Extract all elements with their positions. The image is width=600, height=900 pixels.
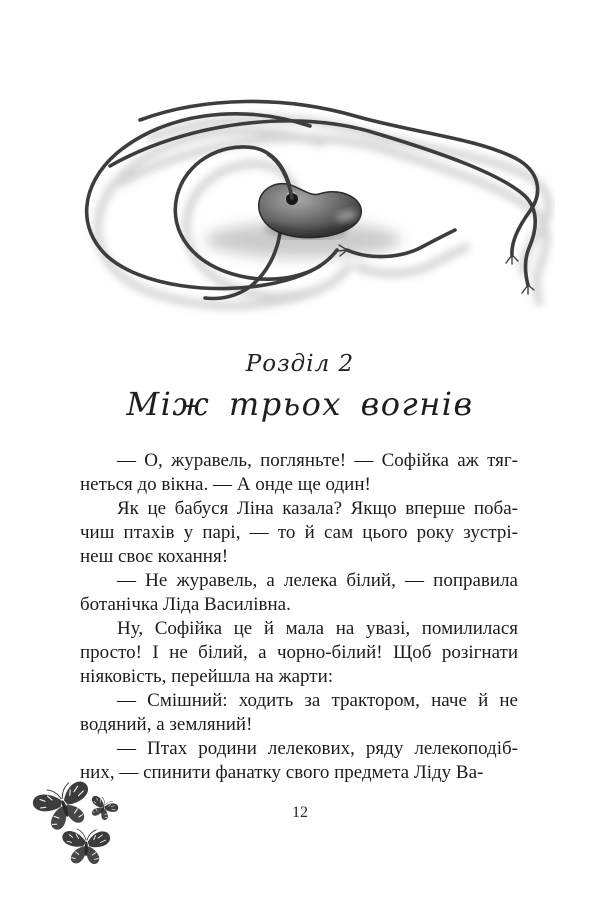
chapter-title: Між трьох вогнів <box>126 385 474 423</box>
text-line: — О, журавель, погляньте! — Софійка аж тяг- <box>117 450 518 471</box>
butterflies-icon <box>26 773 134 881</box>
text-line: них, — спинити фанатку свого предмета Ліду Ва- <box>80 762 484 783</box>
text-line: ботанічка Ліда Василівна. <box>80 594 291 615</box>
pendant-illustration <box>55 78 555 328</box>
text-line: ніяковість, перейшла на жарти: <box>80 666 334 687</box>
paragraph <box>80 569 518 617</box>
paragraph <box>80 497 518 569</box>
text-line: Як це бабуся Ліна казала? Якщо вперше поба- <box>117 498 518 519</box>
paragraph <box>80 617 518 689</box>
chapter-heading: Розділ 2 <box>245 351 355 377</box>
text-line: — Смішний: ходить за трактором, наче й не <box>117 690 518 711</box>
paragraph <box>80 737 518 785</box>
text-line: Ну, Софійка це й мала на увазі, помилилася <box>117 618 518 639</box>
text-line: неться до вікна. — А онде ще один! <box>80 474 371 495</box>
text-line: чиш птахів у парі, — то й сам цього року зустрі- <box>80 522 518 543</box>
text-line: — Не журавель, а лелека білий, — поправила <box>117 570 518 591</box>
body-text <box>80 449 518 785</box>
stone-pendant <box>259 184 362 238</box>
paragraph <box>80 449 518 497</box>
paragraph <box>80 689 518 737</box>
text-line: водяний, а земляний! <box>80 714 253 735</box>
text-line: — Птах родини лелекових, ряду лелекоподіб- <box>117 738 518 759</box>
page-number: 12 <box>292 804 308 821</box>
text-line: неш своє кохання! <box>80 546 229 567</box>
text-line: просто! І не білий, а чорно-білий! Щоб розігнати <box>80 642 518 663</box>
